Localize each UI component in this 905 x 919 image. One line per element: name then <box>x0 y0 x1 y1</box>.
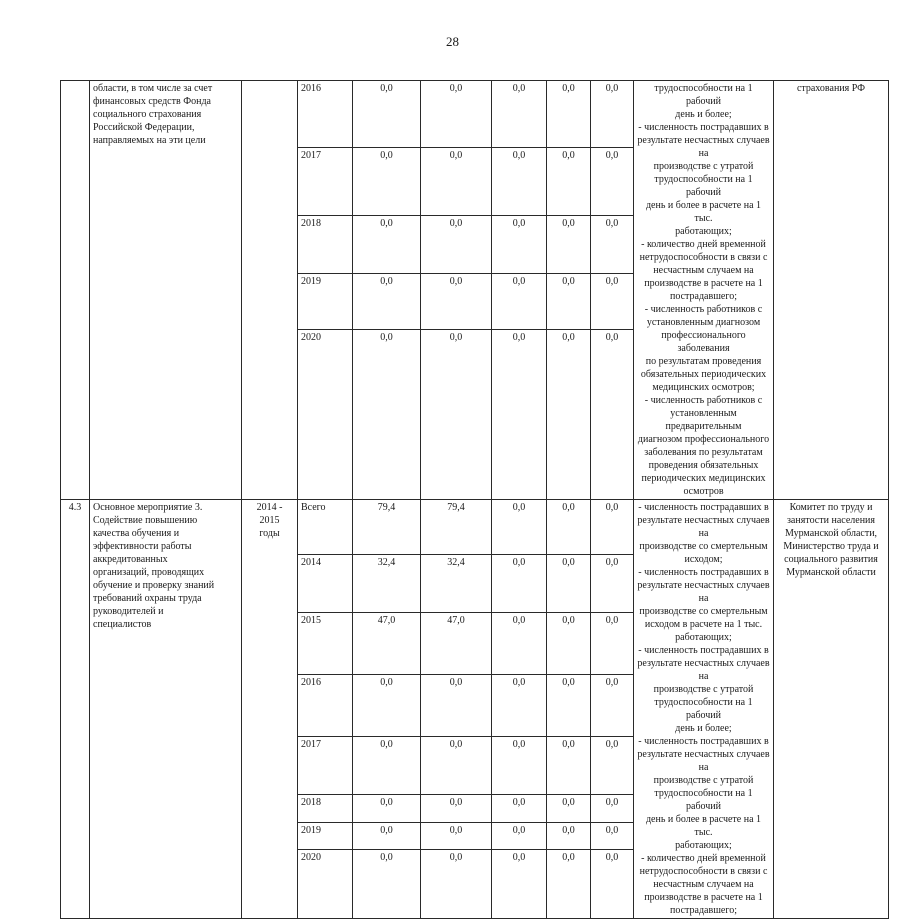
value-cell: 0,0 <box>492 81 547 148</box>
period-cell <box>242 81 298 500</box>
value-cell: 0,0 <box>421 736 492 794</box>
year-cell: Всего <box>298 500 353 555</box>
value-cell: 0,0 <box>547 500 591 555</box>
program-table <box>60 80 889 919</box>
year-cell: 2018 <box>298 215 353 273</box>
period-cell: 2014 - 2015 годы <box>242 500 298 919</box>
value-cell: 0,0 <box>492 273 547 329</box>
value-cell: 0,0 <box>591 215 634 273</box>
value-cell: 0,0 <box>591 795 634 822</box>
value-cell: 0,0 <box>353 215 421 273</box>
value-cell: 0,0 <box>353 273 421 329</box>
value-cell: 32,4 <box>353 554 421 612</box>
value-cell: 0,0 <box>492 613 547 675</box>
value-cell: 0,0 <box>591 613 634 675</box>
value-cell: 0,0 <box>547 554 591 612</box>
value-cell: 0,0 <box>421 822 492 849</box>
value-cell: 0,0 <box>492 215 547 273</box>
value-cell: 0,0 <box>421 273 492 329</box>
value-cell: 47,0 <box>421 613 492 675</box>
value-cell: 0,0 <box>547 215 591 273</box>
value-cell: 0,0 <box>421 329 492 499</box>
value-cell: 0,0 <box>492 554 547 612</box>
value-cell: 0,0 <box>492 675 547 737</box>
year-cell: 2017 <box>298 148 353 215</box>
year-cell: 2020 <box>298 850 353 919</box>
value-cell: 0,0 <box>492 795 547 822</box>
measure-description-cell: области, в том числе за счет финансовых средств Фонда социального страхования Российской Федерации, направляемых на эти цели <box>90 81 242 500</box>
value-cell: 0,0 <box>547 850 591 919</box>
responsible-cell: Комитет по труду и занятости населения Мурманской области, Министерство труда и социального развития Мурманской области <box>774 500 889 919</box>
value-cell: 0,0 <box>591 81 634 148</box>
value-cell: 0,0 <box>547 675 591 737</box>
year-cell: 2016 <box>298 675 353 737</box>
value-cell: 0,0 <box>492 148 547 215</box>
value-cell: 0,0 <box>421 795 492 822</box>
indicators-cell: трудоспособности на 1 рабочий день и более; - численность пострадавших в результате несчастных случаев на производстве с утратой трудоспособности на 1 рабочий день и более в расчете на 1 тыс. работающих; - количество дней временной нетрудоспособности в связи с несчастным случаем на производстве в расчете на 1 пострадавшего; - численность работников с установленным диагнозом профессионального заболевания по результатам проведения обязательных периодических медицинских осмотров; - численность работников с установленным предварительным диагнозом профессионального заболевания по результатам проведения обязательных периодических медицинских осмотров <box>634 81 774 500</box>
value-cell: 0,0 <box>492 329 547 499</box>
value-cell: 0,0 <box>421 850 492 919</box>
year-cell: 2020 <box>298 329 353 499</box>
value-cell: 0,0 <box>547 736 591 794</box>
value-cell: 0,0 <box>492 822 547 849</box>
value-cell: 0,0 <box>547 273 591 329</box>
value-cell: 0,0 <box>591 329 634 499</box>
value-cell: 0,0 <box>353 329 421 499</box>
responsible-cell: страхования РФ <box>774 81 889 500</box>
table-row <box>61 81 889 148</box>
year-cell: 2014 <box>298 554 353 612</box>
value-cell: 47,0 <box>353 613 421 675</box>
value-cell: 0,0 <box>547 148 591 215</box>
value-cell: 0,0 <box>547 329 591 499</box>
value-cell: 0,0 <box>547 822 591 849</box>
year-cell: 2019 <box>298 273 353 329</box>
value-cell: 0,0 <box>492 850 547 919</box>
value-cell: 79,4 <box>421 500 492 555</box>
measure-description-cell: Основное мероприятие 3. Содействие повышению качества обучения и эффективности работы аккредитованных организаций, проводящих обучение и проверку знаний требований охраны труда руководителей и специалистов <box>90 500 242 919</box>
value-cell: 0,0 <box>591 500 634 555</box>
value-cell: 0,0 <box>492 736 547 794</box>
value-cell: 0,0 <box>547 613 591 675</box>
value-cell: 0,0 <box>353 795 421 822</box>
value-cell: 0,0 <box>547 81 591 148</box>
value-cell: 0,0 <box>353 822 421 849</box>
year-cell: 2019 <box>298 822 353 849</box>
value-cell: 0,0 <box>591 675 634 737</box>
value-cell: 0,0 <box>353 675 421 737</box>
value-cell: 0,0 <box>547 795 591 822</box>
value-cell: 32,4 <box>421 554 492 612</box>
value-cell: 0,0 <box>591 273 634 329</box>
value-cell: 0,0 <box>492 500 547 555</box>
value-cell: 0,0 <box>353 850 421 919</box>
value-cell: 0,0 <box>591 554 634 612</box>
value-cell: 0,0 <box>421 148 492 215</box>
value-cell: 0,0 <box>591 850 634 919</box>
value-cell: 0,0 <box>353 736 421 794</box>
indicators-cell: - численность пострадавших в результате несчастных случаев на производстве со смертельным исходом; - численность пострадавших в результате несчастных случаев на производстве со смертельным исходом в расчете на 1 тыс. работающих; - численность пострадавших в результате несчастных случаев на производстве с утратой трудоспособности на 1 рабочий день и более; - численность пострадавших в результате несчастных случаев на производстве с утратой трудоспособности на 1 рабочий день и более в расчете на 1 тыс. работающих; - количество дней временной нетрудоспособности в связи с несчастным случаем на производстве в расчете на 1 пострадавшего; <box>634 500 774 919</box>
value-cell: 0,0 <box>591 822 634 849</box>
value-cell: 79,4 <box>353 500 421 555</box>
year-cell: 2016 <box>298 81 353 148</box>
value-cell: 0,0 <box>591 148 634 215</box>
year-cell: 2015 <box>298 613 353 675</box>
year-cell: 2017 <box>298 736 353 794</box>
page-number: 28 <box>446 34 459 49</box>
value-cell: 0,0 <box>353 81 421 148</box>
value-cell: 0,0 <box>421 215 492 273</box>
year-cell: 2018 <box>298 795 353 822</box>
table-row <box>61 500 889 555</box>
value-cell: 0,0 <box>421 81 492 148</box>
value-cell: 0,0 <box>591 736 634 794</box>
value-cell: 0,0 <box>421 675 492 737</box>
row-number-cell <box>61 81 90 500</box>
value-cell: 0,0 <box>353 148 421 215</box>
row-number-cell: 4.3 <box>61 500 90 919</box>
